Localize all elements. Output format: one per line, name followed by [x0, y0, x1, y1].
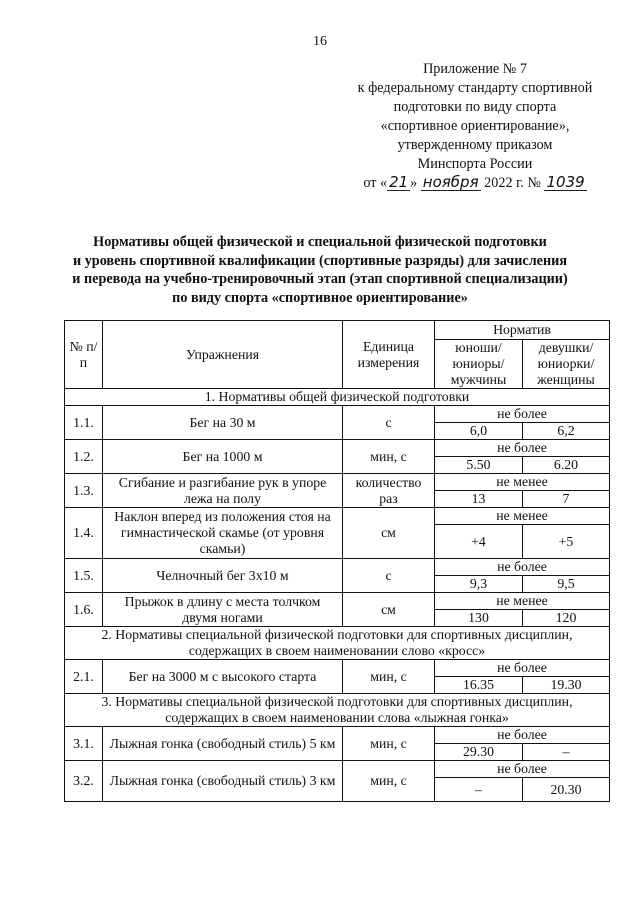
row-male-value: 9,3: [435, 576, 523, 593]
row-num: 1.4.: [65, 508, 103, 559]
row-condition: не более: [435, 660, 610, 677]
date-year: 2022 г. №: [484, 175, 541, 191]
header-num: № п/п: [65, 321, 103, 389]
row-female-value: 120: [523, 610, 610, 627]
row-unit: количество раз: [343, 474, 435, 508]
appendix-line: Приложение № 7: [423, 61, 527, 77]
page-number: 16: [313, 34, 327, 49]
appendix-line: к федеральному стандарту спортивной: [357, 80, 593, 96]
section-title: 2. Нормативы специальной физической подготовки для спортивных дисциплин, содержащих в своем наименовании слово «кросс»: [65, 627, 610, 660]
row-female-value: 6,2: [523, 423, 610, 440]
row-condition: не менее: [435, 474, 610, 491]
norms-table: [64, 320, 610, 802]
row-male-value: 16.35: [435, 677, 523, 694]
row-exercise: Челночный бег 3х10 м: [103, 559, 343, 593]
row-exercise: Наклон вперед из положения стоя на гимнастической скамье (от уровня скамьи): [103, 508, 343, 559]
row-female-value: +5: [523, 525, 610, 559]
row-unit: с: [343, 406, 435, 440]
row-male-value: 29.30: [435, 744, 523, 761]
header-unit: Единица измерения: [343, 321, 435, 389]
row-num: 3.2.: [65, 761, 103, 802]
row-unit: мин, с: [343, 660, 435, 694]
header-norm: Норматив: [435, 321, 610, 340]
row-female-value: 7: [523, 491, 610, 508]
row-num: 1.1.: [65, 406, 103, 440]
row-condition: не менее: [435, 593, 610, 610]
row-exercise: Бег на 1000 м: [103, 440, 343, 474]
row-unit: мин, с: [343, 761, 435, 802]
appendix-block: [345, 60, 605, 193]
row-exercise: Сгибание и разгибание рук в упоре лежа на полу: [103, 474, 343, 508]
title-line: по виду спорта «спортивное ориентирование»: [172, 289, 468, 306]
row-exercise: Прыжок в длину с места толчком двумя ногами: [103, 593, 343, 627]
row-male-value: 5.50: [435, 457, 523, 474]
title-line: Нормативы общей физической и специальной физической подготовки: [93, 234, 547, 250]
row-exercise: Бег на 30 м: [103, 406, 343, 440]
row-male-value: –: [435, 778, 523, 802]
row-exercise: Лыжная гонка (свободный стиль) 5 км: [103, 727, 343, 761]
row-female-value: 9,5: [523, 576, 610, 593]
date-mid: »: [410, 175, 418, 191]
row-female-value: 19.30: [523, 677, 610, 694]
row-male-value: 6,0: [435, 423, 523, 440]
order-number-handwritten: 1039: [546, 173, 585, 191]
date-prefix: от «: [363, 175, 388, 191]
date-day-handwritten: 21: [389, 173, 409, 191]
row-unit: см: [343, 593, 435, 627]
appendix-line: подготовки по виду спорта: [393, 99, 557, 115]
row-condition: не более: [435, 727, 610, 744]
section-title: 1. Нормативы общей физической подготовки: [65, 389, 610, 406]
row-num: 1.2.: [65, 440, 103, 474]
row-num: 1.3.: [65, 474, 103, 508]
row-female-value: 6.20: [523, 457, 610, 474]
date-month-handwritten: ноября: [422, 173, 479, 191]
row-num: 1.5.: [65, 559, 103, 593]
row-condition: не более: [435, 406, 610, 423]
row-condition: не более: [435, 761, 610, 778]
section-title: 3. Нормативы специальной физической подготовки для спортивных дисциплин, содержащих в своем наименовании слова «лыжная гонка»: [65, 694, 610, 727]
appendix-line: Минспорта России: [417, 156, 533, 172]
row-female-value: –: [523, 744, 610, 761]
row-condition: не более: [435, 559, 610, 576]
row-male-value: 13: [435, 491, 523, 508]
row-unit: мин, с: [343, 440, 435, 474]
row-num: 1.6.: [65, 593, 103, 627]
row-male-value: 130: [435, 610, 523, 627]
appendix-line: «спортивное ориентирование»,: [380, 118, 570, 134]
row-condition: не более: [435, 440, 610, 457]
row-exercise: Бег на 3000 м с высокого старта: [103, 660, 343, 694]
row-num: 3.1.: [65, 727, 103, 761]
order-date-line: [345, 174, 605, 193]
row-unit: мин, с: [343, 727, 435, 761]
appendix-line: утвержденному приказом: [397, 137, 553, 153]
document-title: [30, 233, 610, 307]
row-female-value: 20.30: [523, 778, 610, 802]
header-exercise: Упражнения: [103, 321, 343, 389]
header-female: девушки/ юниорки/ женщины: [523, 340, 610, 389]
row-num: 2.1.: [65, 660, 103, 694]
title-line: и перевода на учебно-тренировочный этап (этап спортивной специализации): [72, 271, 568, 287]
row-exercise: Лыжная гонка (свободный стиль) 3 км: [103, 761, 343, 802]
row-unit: см: [343, 508, 435, 559]
row-condition: не менее: [435, 508, 610, 525]
row-unit: с: [343, 559, 435, 593]
header-male: юноши/ юниоры/ мужчины: [435, 340, 523, 389]
title-line: и уровень спортивной квалификации (спортивные разряды) для зачисления: [72, 252, 567, 269]
row-male-value: +4: [435, 525, 523, 559]
